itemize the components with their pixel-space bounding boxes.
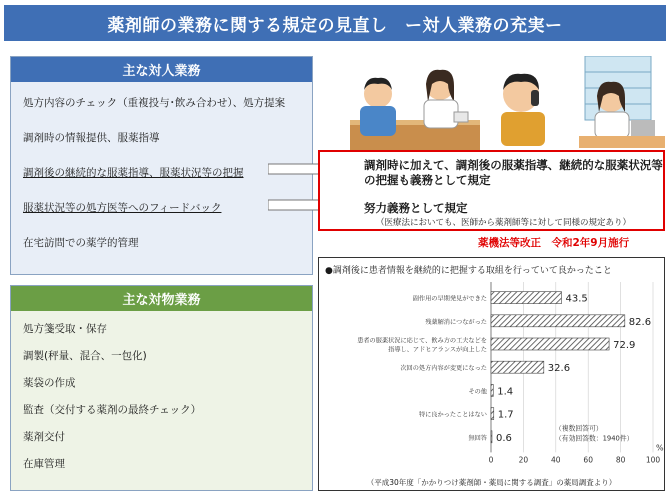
x-tick-label: 20 — [518, 455, 529, 465]
object-task-item: 監査（交付する薬剤の最終チェック） — [23, 404, 202, 416]
interpersonal-item: 服薬状況等の処方医等へのフィードバック — [23, 202, 222, 214]
category-label: 無回答 — [468, 434, 487, 442]
category-label: 副作用の早期発見ができた — [412, 295, 487, 303]
object-task-item: 在庫管理 — [23, 458, 65, 470]
chart-title: ●調剤後に患者情報を継続的に把握する取組を行っていて良かったこと — [325, 266, 612, 276]
interpersonal-item: 処方内容のチェック（重複投与･飲み合わせ）、処方提案 — [23, 97, 286, 109]
category-label: その他 — [468, 388, 487, 396]
callout-effort-obligation: 努力義務として規定 — [364, 201, 468, 215]
bar — [491, 338, 609, 350]
bar-value-label: 43.5 — [565, 293, 588, 305]
chart-plot — [319, 274, 664, 488]
object-tasks-heading: 主な対物業務 — [11, 286, 312, 311]
x-tick-label: 100 — [645, 455, 661, 465]
x-tick-label: 80 — [615, 455, 626, 465]
category-label: 指導し、アドヒアランスが向上した — [388, 346, 487, 354]
bar-value-label: 82.6 — [628, 316, 652, 328]
bar — [491, 408, 494, 420]
category-label: 特に良かったことはない — [418, 411, 487, 419]
bar — [491, 315, 625, 327]
page-title: 薬剤師の業務に関する規定の見直し ー対人業務の充実ー — [4, 5, 666, 41]
x-tick-label: 40 — [551, 455, 561, 465]
interpersonal-item: 調剤後の継続的な服薬指導、服薬状況等の把握 — [23, 167, 244, 179]
law-revision-note: 薬機法等改正 令和2年9月施行 — [478, 237, 630, 249]
unit-label: % — [656, 443, 664, 453]
bar-value-label: 0.6 — [495, 432, 512, 444]
interpersonal-item: 調剤時の情報提供、服薬指導 — [23, 132, 160, 144]
object-task-item: 調製(秤量、混合、一包化) — [23, 350, 147, 362]
bar-value-label: 1.7 — [497, 409, 514, 421]
bar-value-label: 72.9 — [613, 340, 636, 351]
bar — [491, 431, 492, 443]
object-task-item: 薬袋の作成 — [23, 377, 76, 389]
object-task-item: 処方箋受取・保存 — [23, 323, 107, 335]
pharmacist-patient-illustration — [350, 62, 480, 150]
object-task-item: 薬剤交付 — [23, 431, 65, 443]
regulation-callout — [318, 150, 665, 231]
x-tick-label: 60 — [583, 455, 593, 465]
bar-value-label: 1.4 — [497, 386, 514, 398]
x-tick-label: 0 — [488, 455, 494, 465]
category-label: 患者の服薬状況に応じて、飲み方の工夫などを — [357, 337, 487, 345]
callout-obligation: 調剤時に加えて、調剤後の服薬指導、継続的な服薬状況等の把握も義務として規定 — [364, 158, 663, 187]
bar — [491, 384, 493, 396]
bar — [491, 292, 561, 304]
chart-source: （平成30年度「かかりつけ薬剤師・薬局に関する調査」の薬局調査より） — [366, 478, 617, 487]
callout-note: （医療法においても、医師から薬剤師等に対して同様の規定あり） — [376, 218, 632, 228]
chart-note: （有効回答数：1940件） — [555, 434, 634, 443]
survey-chart — [318, 257, 665, 491]
interpersonal-item: 在宅訪問での薬学的管理 — [23, 237, 139, 249]
bar-value-label: 32.6 — [547, 363, 571, 375]
category-label: 残薬解消につながった — [425, 318, 487, 326]
phone-consultation-illustration — [493, 56, 665, 148]
object-tasks-panel — [10, 285, 313, 491]
chart-note: （複数回答可） — [555, 424, 603, 433]
bar — [491, 361, 544, 373]
interpersonal-heading: 主な対人業務 — [11, 57, 312, 82]
category-label: 次回の処方内容が変更になった — [400, 365, 487, 373]
